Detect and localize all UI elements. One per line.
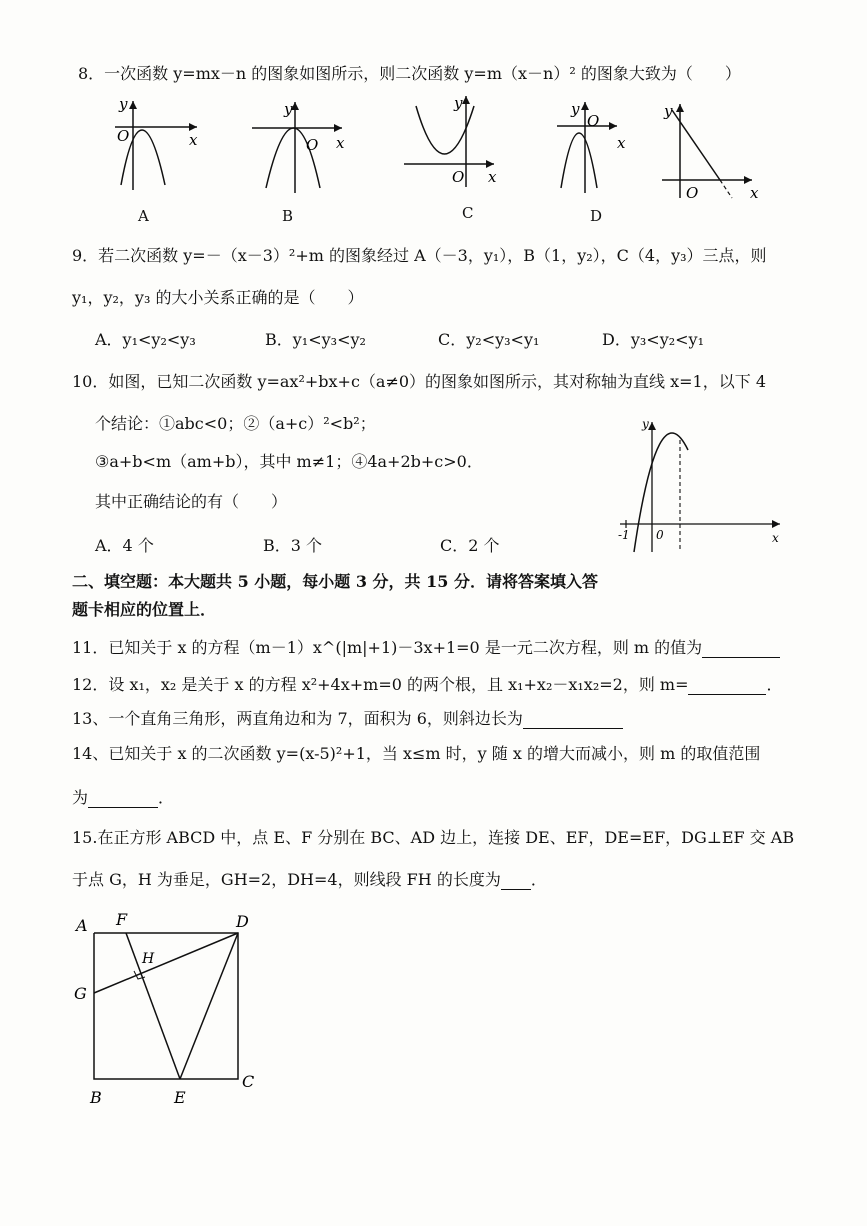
q10-line4: 其中正确结论的有（ ） bbox=[95, 492, 288, 511]
q12-answer-blank bbox=[688, 678, 766, 695]
q15-figure bbox=[70, 905, 270, 1115]
svg-text:x: x bbox=[488, 168, 497, 186]
q10-y-label: y bbox=[642, 417, 649, 431]
label-d: D bbox=[236, 912, 249, 931]
q9-line1: 9．若二次函数 y=－（x－3）²+m 的图象经过 A（－3，y₁），B（1，y₂），C（4，y₃）三点，则 bbox=[72, 246, 767, 265]
q8-caption-d: D bbox=[590, 207, 603, 225]
x-label: x bbox=[189, 131, 198, 149]
svg-text:O: O bbox=[686, 184, 699, 200]
label-h: H bbox=[142, 951, 155, 967]
q11-answer-blank bbox=[702, 641, 780, 658]
q13-answer-blank bbox=[523, 712, 623, 729]
svg-text:O: O bbox=[587, 112, 600, 130]
label-a: A bbox=[76, 916, 88, 935]
section2-heading: 二、填空题：本大题共 5 小题，每小题 3 分，共 15 分．请将答案填入答 bbox=[72, 572, 598, 591]
q13-text: 13、一个直角三角形，两直角边和为 7，面积为 6，则斜边长为 bbox=[72, 709, 623, 729]
q8-text: 8．一次函数 y=mx－n 的图象如图所示，则二次函数 y=m（x－n）² 的图象大致为（ ） bbox=[78, 64, 741, 83]
label-g: G bbox=[74, 984, 87, 1003]
svg-text:y: y bbox=[571, 100, 580, 118]
q10-option-c: C．2 个 bbox=[440, 536, 500, 555]
q9-option-c: C．y₂<y₃<y₁ bbox=[438, 330, 540, 349]
q9-option-b: B．y₁<y₃<y₂ bbox=[265, 330, 366, 349]
q10-line1: 10．如图，已知二次函数 y=ax²+bx+c（a≠0）的图象如图所示，其对称轴为直线 x=1，以下 4 bbox=[72, 372, 766, 391]
svg-text:y: y bbox=[664, 102, 673, 120]
q14-line2: 为 ． bbox=[72, 788, 175, 807]
q10-origin-label: 0 bbox=[656, 528, 664, 542]
q8-graph-b bbox=[250, 98, 350, 198]
q10-option-a: A．4 个 bbox=[95, 536, 154, 555]
q8-caption-a: A bbox=[138, 207, 149, 225]
q10-graph bbox=[612, 412, 792, 562]
q10-minus-one-label: -1 bbox=[618, 528, 630, 542]
svg-text:O: O bbox=[452, 168, 465, 186]
svg-text:y: y bbox=[454, 94, 463, 112]
q14-line1: 14、已知关于 x 的二次函数 y=(x-5)²+1，当 x≤m 时，y 随 x 的增大而减小，则 m 的取值范围 bbox=[72, 744, 761, 763]
q8-caption-c: C bbox=[462, 204, 474, 222]
q9-option-d: D．y₃<y₂<y₁ bbox=[602, 330, 705, 349]
origin-label: O bbox=[117, 127, 130, 145]
q15-line2: 于点 G，H 为垂足，GH=2，DH=4，则线段 FH 的长度为 ． bbox=[72, 870, 547, 889]
svg-text:x: x bbox=[336, 134, 345, 152]
svg-text:x: x bbox=[750, 184, 759, 200]
q14-answer-blank bbox=[88, 791, 158, 808]
q9-line2: y₁，y₂，y₃ 的大小关系正确的是（ ） bbox=[72, 288, 364, 307]
q8-linear-graph bbox=[660, 100, 765, 200]
label-c: C bbox=[242, 1072, 255, 1091]
q11-text: 11．已知关于 x 的方程（m－1）x^(|m|+1)－3x+1=0 是一元二次方程，则 m 的值为 bbox=[72, 638, 780, 658]
q8-graph-d bbox=[555, 98, 655, 198]
q15-line1: 15.在正方形 ABCD 中，点 E、F 分别在 BC、AD 边上，连接 DE、EF，DE=EF，DG⊥EF 交 AB bbox=[72, 828, 795, 847]
label-b: B bbox=[90, 1088, 102, 1107]
q10-line3: ③a+b<m（am+b），其中 m≠1；④4a+2b+c>0． bbox=[95, 452, 483, 471]
q10-option-b: B．3 个 bbox=[263, 536, 323, 555]
svg-text:O: O bbox=[306, 136, 319, 154]
label-e: E bbox=[174, 1088, 186, 1107]
label-f: F bbox=[116, 910, 128, 929]
q8-graph-c bbox=[402, 92, 502, 192]
y-label: y bbox=[119, 95, 128, 113]
q12-text: 12．设 x₁，x₂ 是关于 x 的方程 x²+4x+m=0 的两个根，且 x₁+x₂－x₁x₂=2，则 m= ． bbox=[72, 675, 783, 694]
q9-option-a: A．y₁<y₂<y₃ bbox=[95, 330, 196, 349]
svg-text:y: y bbox=[284, 100, 293, 118]
q10-x-label: x bbox=[772, 531, 779, 545]
q8-graph-a bbox=[105, 95, 205, 195]
q10-line2: 个结论：①abc<0；②（a+c）²<b²； bbox=[95, 414, 376, 433]
svg-text:x: x bbox=[617, 134, 626, 152]
q8-caption-b: B bbox=[282, 207, 294, 225]
q15-answer-blank bbox=[501, 873, 531, 890]
section2-heading-line2: 题卡相应的位置上． bbox=[72, 600, 217, 619]
